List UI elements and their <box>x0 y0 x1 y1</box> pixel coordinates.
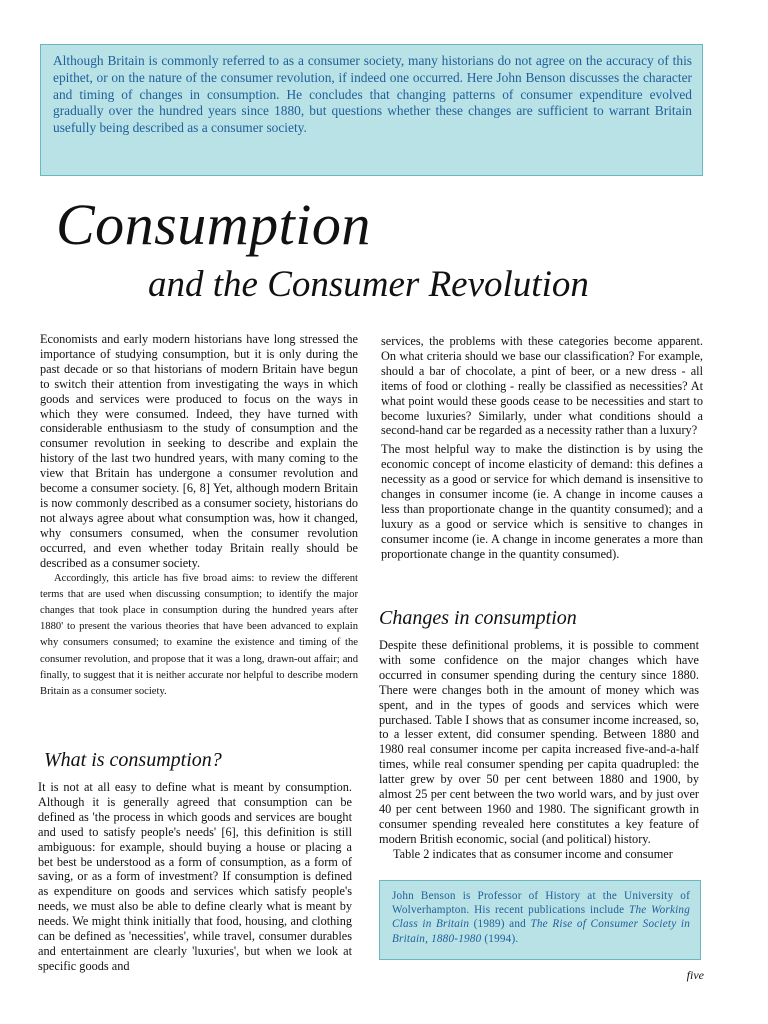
intro-standfirst <box>40 44 703 176</box>
bio-book-title: The Rise of Consumer Society in Britain, 1880-1980 <box>392 918 690 945</box>
author-bio-box <box>379 880 701 960</box>
section-heading-changes-in-consumption: Changes in consumption <box>379 607 577 629</box>
paragraph: services, the problems with these categories become apparent. On what criteria should we base our classification? For example, should a bar of chocolate, a pint of beer, or a new dress - all items of food or clothing - really be classified as necessities? At what point would these goods cease to be necessities and start to become luxuries? Similarly, under what conditions should a second-hand car be regarded as a necessity rather than a luxury? <box>381 334 703 438</box>
section-heading-what-is-consumption: What is consumption? <box>44 749 222 771</box>
right-column-changes <box>379 638 699 862</box>
bio-book-title: The Working Class in Britain <box>392 904 691 931</box>
right-column-definition-cont <box>381 334 703 562</box>
article-subtitle: and the Consumer Revolution <box>148 264 589 305</box>
left-column-definition <box>38 780 352 974</box>
bio-text: John Benson is Professor of History at the University of Wolverhampton. His recent publications include <box>392 890 690 917</box>
left-column-intro <box>40 332 358 700</box>
paragraph: The most helpful way to make the distinction is by using the economic concept of income elasticity of demand: this defines a necessity as a good or service for which demand is insensitive to changes in consumer income (ie. A change in income causes a less than proportionate change in the quantity consumed); and a luxury as a good or service which is sensitive to changes in consumer income (ie. A change in income generates a more than proportionate change in the quantity consumed). <box>381 442 703 561</box>
paragraph: Economists and early modern historians have long stressed the importance of studying consumption, but it is only during the past decade or so that historians of modern Britain have begun to switch their attention from investigating the ways in which goods and services were produced to focus on the ways in which they were consumed. Indeed, they have turned with considerable enthusiasm to the study of consumption and the consumer revolution in seeking to describe and explain the history of the last two hundred years, with many coming to the view that Britain has undergone a consumer revolution and become a consumer society. [6, 8] Yet, although modern Britain is now commonly described as a consumer society, historians do not always agree about what consumption was, how it changed, why consumers consumed, when the consumer revolution occurred, and even whether today Britain really should be described as a consumer society. <box>40 332 358 570</box>
paragraph-aims: Accordingly, this article has five broad aims: to review the different terms that are used when discussing consumption; to identify the major changes that took place in consumption during the hundred years after 1880' to present the various theories that have been advanced to explain why consumers consumed; to examine the existence and timing of the consumer revolution, and propose that it was a long, drawn-out affair; and finally, to suggest that it is neither accurate nor helpful to describe modern Britain as a consumer society. <box>40 572 358 697</box>
article-title: Consumption <box>56 192 371 257</box>
paragraph: It is not at all easy to define what is meant by consumption. Although it is generally agreed that consumption can be defined as 'the process in which goods and services are bought and used to satisfy people's needs' [6], this definition is still ambiguous: for example, should buying a house or placing a bet best be understood as a form of consumption, as a form of saving, or as a form of investment? If consumption is defined as expenditure on goods and services which satisfy people's needs, we must also be able to define clearly what is meant by needs. We might think initially that food, housing, and clothing can be defined as 'necessities', while travel, consumer durables and entertainment are clearly 'luxuries', but when we look at specific goods and <box>38 780 352 973</box>
paragraph: Table 2 indicates that as consumer income and consumer <box>393 846 673 861</box>
intro-text: Although Britain is commonly referred to as a consumer society, many historians do not agree on the accuracy of this epithet, or on the nature of the consumer revolution, if indeed one occurred. Here John Benson discusses the character and timing of changes in consumption. He concludes that changing patterns of consumer expenditure evolved gradually over the hundred years since 1880, but questions whether these changes are sufficient to warrant Britain usefully being described as a consumer society. <box>53 53 692 136</box>
bio-text: (1989) and <box>469 918 531 931</box>
bio-text: (1994). <box>481 932 519 945</box>
paragraph: Despite these definitional problems, it is possible to comment with some confidence on the major changes which have occurred in consumer spending during the century since 1880. There were changes both in the amount of money which was spent, and in the types of goods and services which were purchased. Table I shows that as consumer income increased, so, to a lesser extent, did consumer spending. Between 1880 and 1980 real consumer income per capita increased five-and-a-half times, while real consumer spending per capita quadrupled: the latter grew by over 50 per cent between 1880 and 1900, by almost 25 per cent between the two world wars, and by just over 40 per cent between 1960 and 1980. The significant growth in consumer spending revealed here constitutes a key feature of modern British economic, social (and political) history. <box>379 638 699 846</box>
page-number: five <box>686 968 704 982</box>
